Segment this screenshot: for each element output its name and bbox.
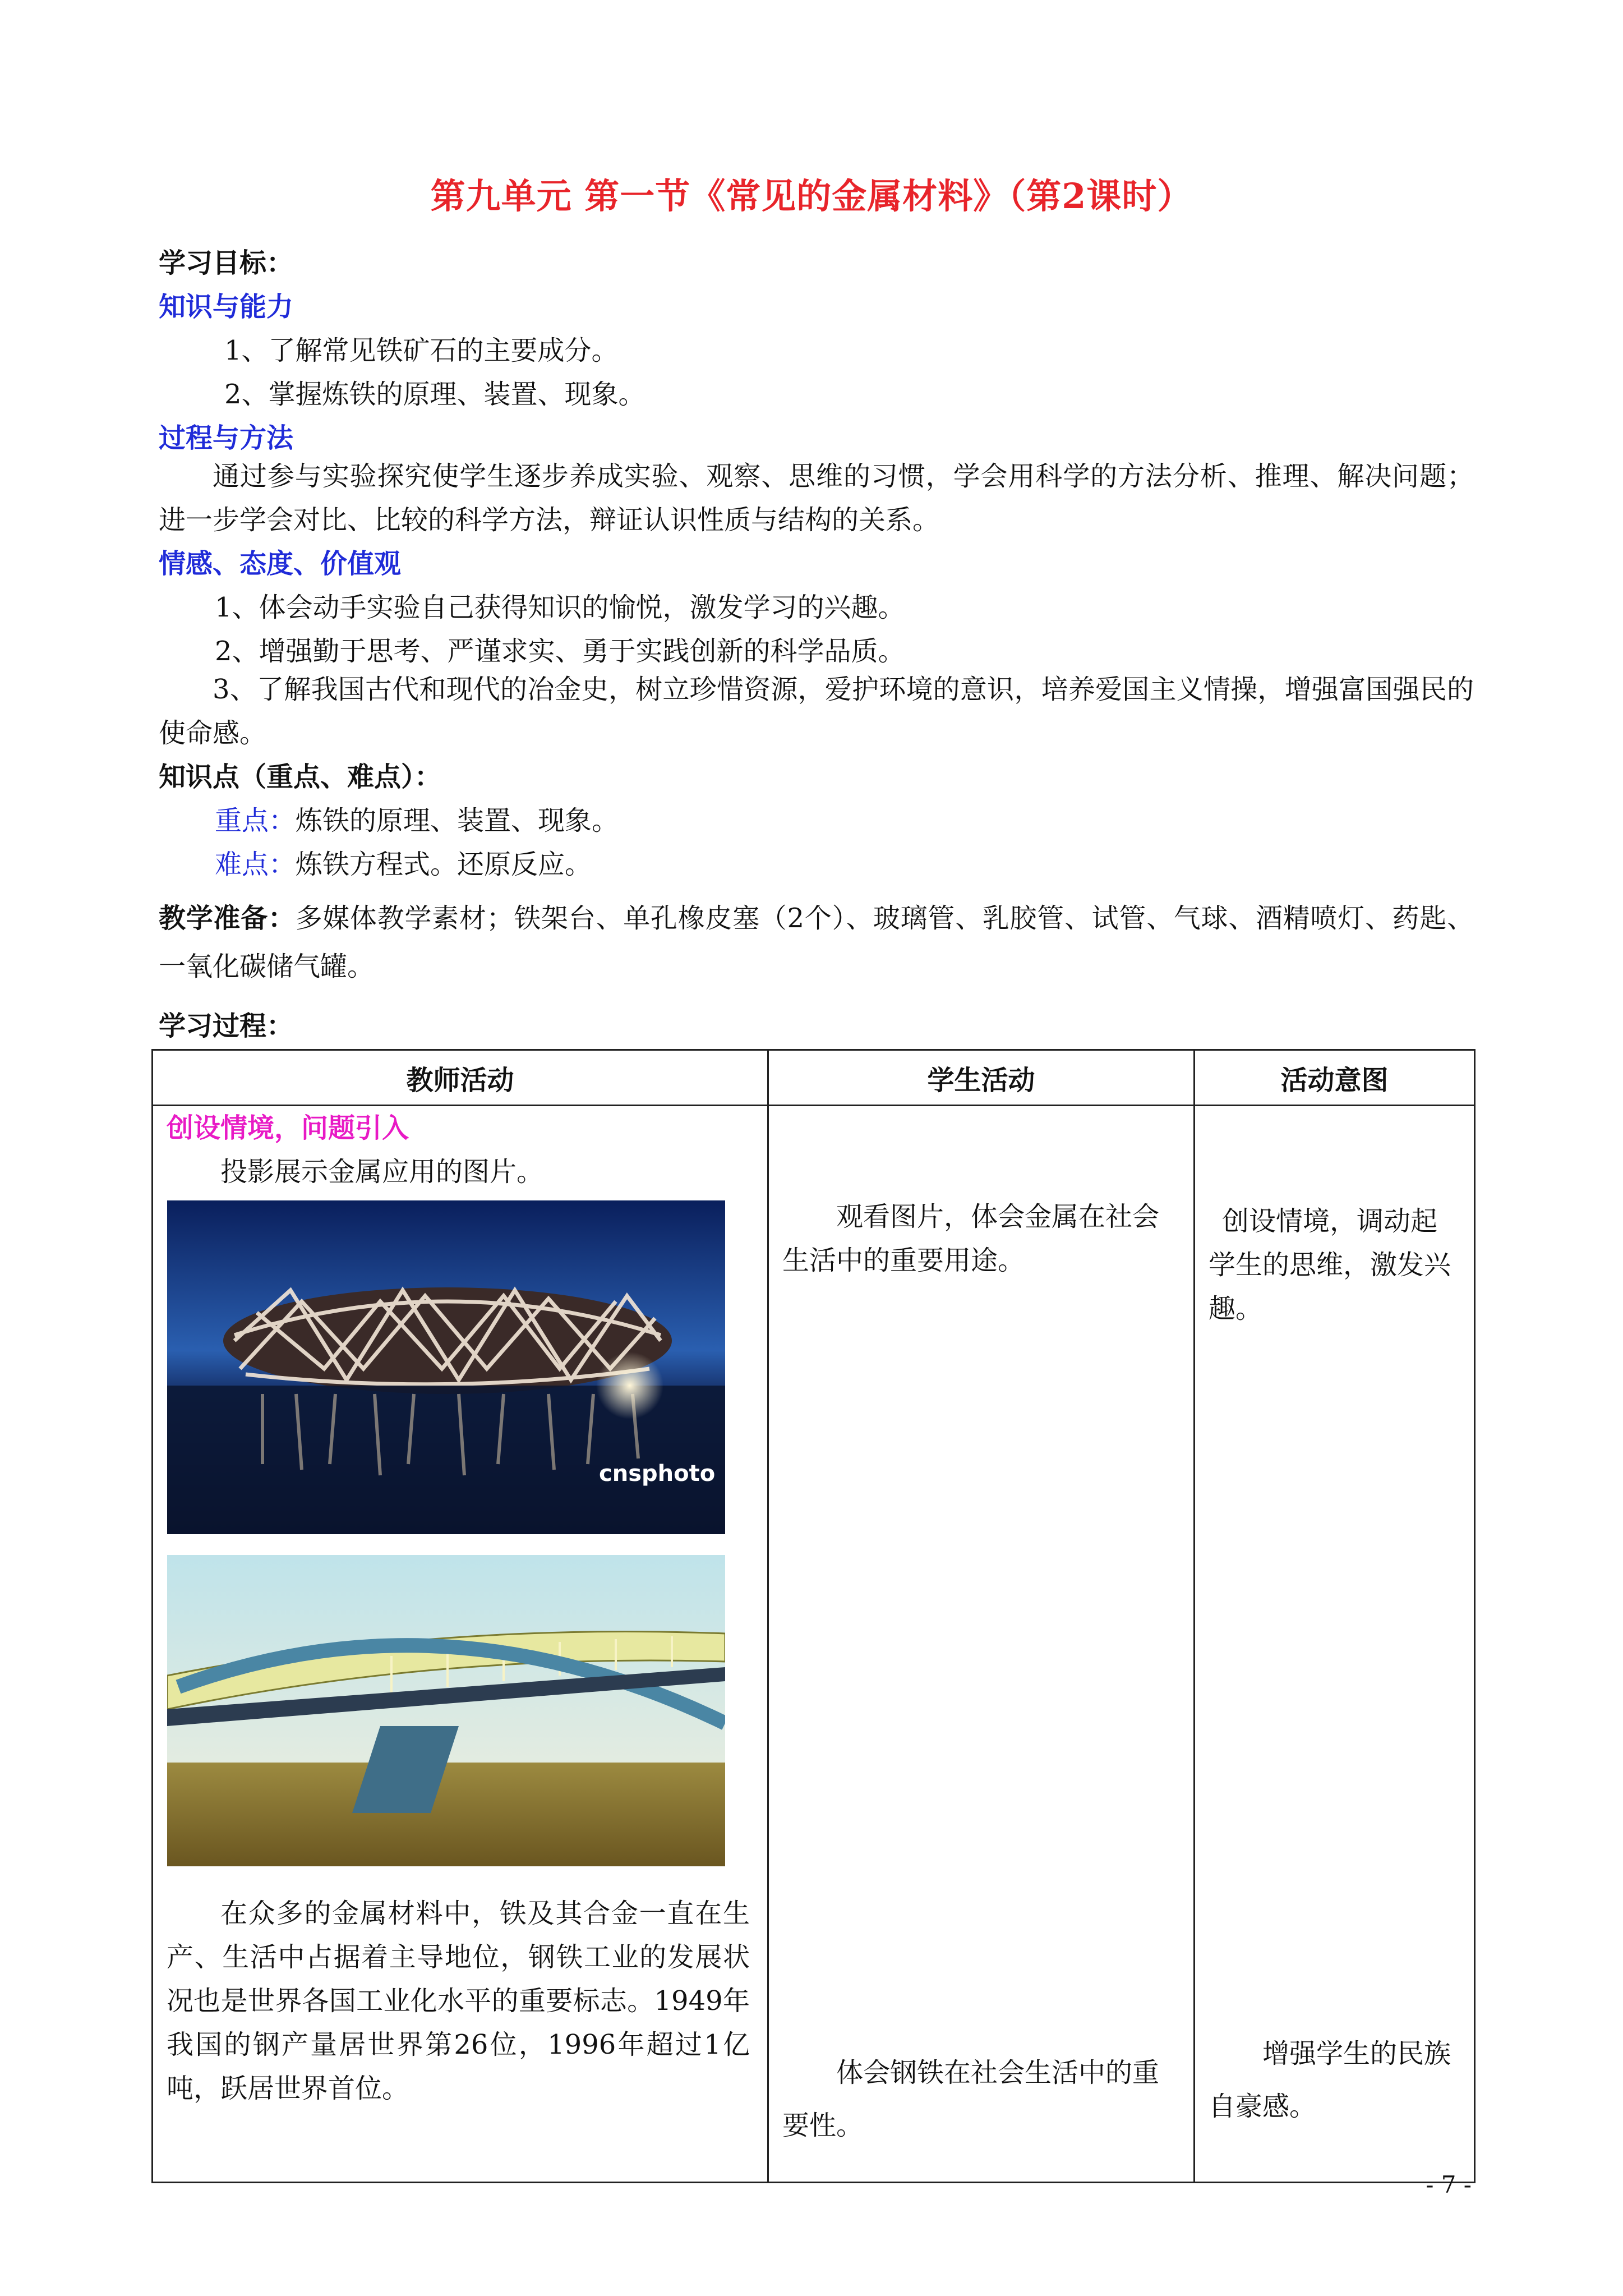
table-row	[153, 1106, 1475, 2183]
values-item-2: 2、增强勤于思考、严谨求实、勇于实践创新的科学品质。	[215, 636, 905, 667]
arch-bridge-image	[167, 1555, 725, 1866]
objectives-heading: 学习目标：	[159, 247, 294, 279]
intent-text-1: 创设情境，调动起学生的思维，激发兴趣。	[1209, 1205, 1451, 1324]
knowledge-item-2: 2、掌握炼铁的原理、装置、现象。	[224, 379, 645, 410]
focus-label: 重点：	[215, 805, 296, 836]
values-item-3: 3、了解我国古代和现代的冶金史，树立珍惜资源，爱护环境的意识，培养爱国主义情操，增强富国强民的使命感。	[159, 674, 1474, 749]
difficulty-text: 炼铁方程式。还原反应。	[296, 849, 592, 880]
process-method-text: 通过参与实验探究使学生逐步养成实验、观察、思维的习惯，学会用科学的方法分析、推理、解决问题； 进一步学会对比、比较的科学方法，辩证认识性质与结构的关系。	[159, 461, 1474, 536]
difficulty-label: 难点：	[215, 849, 296, 880]
intent-text-2: 增强学生的民族自豪感。	[1209, 2038, 1451, 2122]
student-text-2: 体会钢铁在社会生活中的重要性。	[782, 2057, 1160, 2141]
teacher-intro: 投影展示金属应用的图片。	[220, 1156, 544, 1188]
header-activity-intent: 活动意图	[1195, 1050, 1475, 1106]
teacher-paragraph: 在众多的金属材料中，铁及其合金一直在生产、生活中占据着主导地位，钢铁工业的发展状况也是世界各国工业化水平的重要标志。1949年我国的钢产量居世界第26位，1996年超过1亿吨，跃居世界首位。	[167, 1898, 750, 2104]
knowledge-item-1: 1、了解常见铁矿石的主要成分。	[224, 335, 619, 366]
process-heading: 学习过程：	[159, 1010, 294, 1042]
knowledge-heading: 知识与能力	[159, 291, 294, 323]
birds-nest-stadium-image	[167, 1200, 725, 1534]
stadium-photo	[167, 1200, 725, 1534]
bridge-photo	[167, 1555, 725, 1866]
focus-line	[215, 799, 619, 843]
preparation-text: 多媒体教学素材；铁架台、单孔橡皮塞（2个）、玻璃管、乳胶管、试管、气球、酒精喷灯、药匙、一氧化碳储气罐。	[159, 903, 1474, 982]
page-title: 第九单元 第一节《常见的金属材料》（第2课时）	[430, 176, 1193, 217]
table-header-row	[153, 1050, 1475, 1106]
header-teacher-activity: 教师活动	[153, 1050, 768, 1106]
activity-intent-cell	[1195, 1106, 1475, 2183]
preparation-paragraph	[159, 894, 1474, 991]
learning-process-table	[151, 1049, 1476, 2183]
page-number: - 7 -	[1426, 2171, 1472, 2198]
student-activity-cell	[768, 1106, 1195, 2183]
process-method-heading: 过程与方法	[159, 422, 294, 454]
key-points-heading: 知识点（重点、难点）：	[159, 761, 442, 793]
student-text-1: 观看图片，体会金属在社会生活中的重要用途。	[782, 1201, 1160, 1276]
photo-watermark: cnsphoto	[599, 1461, 716, 1487]
section-title: 创设情境，问题引入	[167, 1112, 409, 1144]
difficulty-line	[215, 843, 592, 886]
preparation-label: 教学准备：	[159, 903, 296, 934]
focus-text: 炼铁的原理、装置、现象。	[296, 805, 619, 836]
header-student-activity: 学生活动	[768, 1050, 1195, 1106]
values-heading: 情感、态度、价值观	[159, 548, 402, 579]
values-item-1: 1、体会动手实验自己获得知识的愉悦，激发学习的兴趣。	[215, 592, 905, 623]
teacher-activity-cell	[153, 1106, 768, 2183]
